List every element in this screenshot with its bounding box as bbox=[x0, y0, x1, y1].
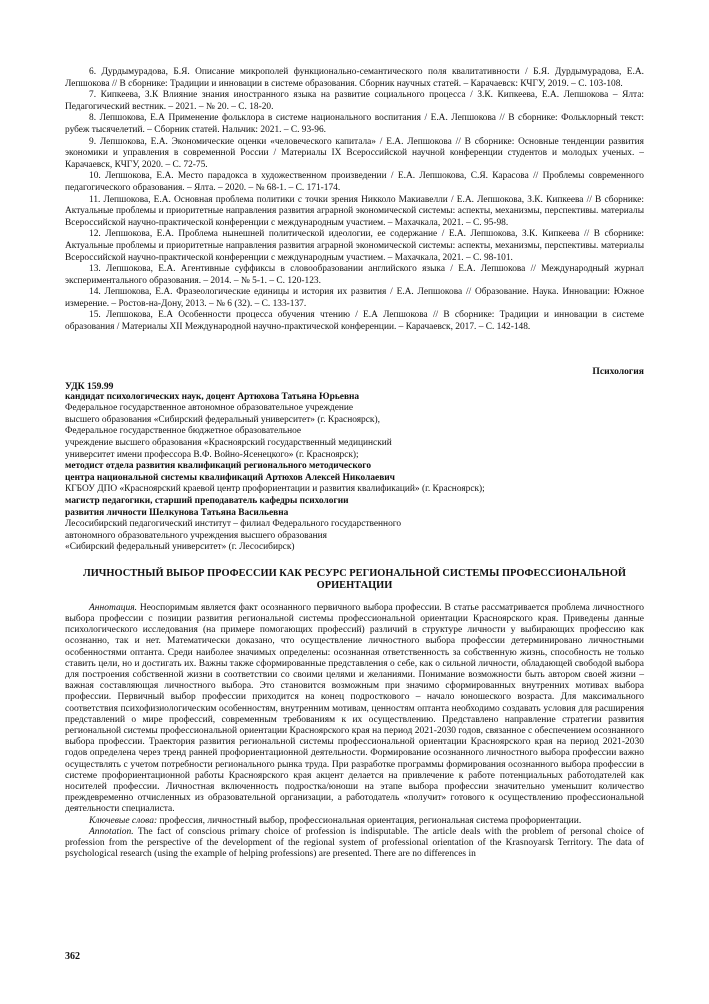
reference-item: 7. Кипкеева, З.К Влияние знания иностранного языка на развитие социального процесса / З.К. Кипкеева, Е.А. Лепшокова – Ялта: Педагогический вестник. – 2021. – № 20. – С. 18-20. bbox=[65, 90, 644, 112]
reference-item: 11. Лепшокова, Е.А. Основная проблема политики с точки зрения Никколо Макиавелли / Е.А. Лепшокова, З.К. Кипкеева // В сборнике: Актуальные проблемы и приоритетные направления развития аграрной экономической системы: аспекты, механизмы, перспективы. материалы Всероссийской научно-практической конференции с международным участием. – Махачкала, 2021. – С. 95-98. bbox=[65, 194, 644, 228]
annotation-en bbox=[65, 827, 644, 861]
reference-list bbox=[65, 67, 644, 334]
author-affiliations bbox=[65, 392, 644, 554]
page-number: 362 bbox=[65, 951, 80, 962]
annotation-label: Аннотация. bbox=[89, 602, 137, 613]
affiliation-line: Лесосибирский педагогический институт – филиал Федерального государственного bbox=[65, 519, 402, 530]
affiliation-line: Федеральное государственное автономное образовательное учреждение bbox=[65, 403, 354, 414]
author-line: магистр педагогики, старший преподаватель кафедры психологии bbox=[65, 496, 349, 506]
affiliation-line: автономного образовательного учреждения высшего образования bbox=[65, 530, 327, 541]
abstract-block bbox=[65, 603, 644, 861]
section-heading: Психология bbox=[592, 365, 644, 377]
annotation-ru bbox=[65, 603, 644, 816]
keywords-text: профессия, личностный выбор, профессиональная ориентация, региональная система профориентации. bbox=[157, 815, 582, 826]
reference-item: 12. Лепшокова, Е.А. Проблема нынешней политической идеологии, ее содержание / Е.А. Лепшокова, З.К. Кипкеева // В сборнике: Актуальные проблемы и приоритетные направления развития аграрной экономической системы: аспекты, механизмы, перспективы. материалы Всероссийской научно-практической конференции с международным участием. – Махачкала, 2021. – С. 98-101. bbox=[65, 229, 644, 263]
author-line: центра национальной системы квалификаций Артюхов Алексей Николаевич bbox=[65, 472, 395, 483]
author-line: методист отдела развития квалификаций регионального методического bbox=[65, 461, 372, 472]
annotation-en-label: Annotation. bbox=[89, 826, 134, 837]
affiliation-line: Федеральное государственное бюджетное образовательное bbox=[65, 426, 302, 437]
affiliation-line: КГБОУ ДПО «Красноярский краевой центр профориентации и развития квалификаций» (г. Красноярск); bbox=[65, 484, 485, 495]
annotation-text: Неоспоримым является факт осознанного первичного выбора профессии. В статье рассматривается проблема личностного выбора профессии с позиции развития региональной системы профессиональной ориентации Красноярского края. Приведены данные психологического исследования (на примере помогающих профессий) различий в структуре личности у выбирающих профессию как осознанно, так и нет. Математически доказано, что осуществление личностного выбора профессии детерминировано личностными особенностями оптанта. Среди наиболее значимых определены: осознанная ответственность за собственную жизнь, способность не только ставить цели, но и достигать их. Важны также сформированные представления о себе, как о сильной личности, обладающей свободой выбора для построения собственной жизни в соответствии со своими целями и желаниями. Понимание возможности быть автором своей жизни – важная составляющая личностного выбора. Это становится возможным при значимо сформированных внутренних мотивах выбора профессии. Первичный выбор профессии приходится на конец подросткового – начало юношеского возраста. Для максимального соответствия психофизиологическим особенностям, внутренним мотивам, ценностям оптанта необходимо создавать условия для расширения представлений о мире профессий, современным требованиям к их осуществлению. Представлено направление стратегии развития региональной системы профессиональной ориентации Красноярского края на период 2021-2030 годов, связанное с обеспечением осознанного выбора профессии. Траектория развития региональной системы профессиональной ориентации Красноярского края на период 2021-2030 годов определена через тренд ранней профориентационной деятельности. Формирование осознанного личностного выбора профессии важно осуществлять с учетом потребности регионального рынка труда. При разработке программы формирования осознанного выбора профессии в системе профориентационной работы Красноярского края акцент делается на привлечение к работе потенциальных работодателей как носителей профессии. Личностная включенность подростка/юноши на этапе выбора профессии значительно уменьшит количество преждевременно отчисленных из образовательной организации, а работодатель «получит» готового к осуществлению профессиональной деятельности специалиста. bbox=[65, 602, 644, 815]
article-title: ЛИЧНОСТНЫЙ ВЫБОР ПРОФЕССИИ КАК РЕСУРС РЕГИОНАЛЬНОЙ СИСТЕМЫ ПРОФЕССИОНАЛЬНОЙ ОРИЕНТАЦИИ bbox=[82, 567, 627, 592]
affiliation-line: высшего образования «Сибирский федеральный университет» (г. Красноярск), bbox=[65, 414, 380, 425]
reference-item: 10. Лепшокова, Е.А. Место парадокса в художественном произведении / Е.А. Лепшокова, С.Я. Карасова // Проблемы современного педагогического образования. – Ялта. – 2020. – № 68-1. – С. 171-174. bbox=[65, 171, 644, 193]
affiliation-line: учреждение высшего образования «Красноярский государственный медицинский bbox=[65, 438, 392, 449]
reference-item: 8. Лепшокова, Е.А Применение фольклора в системе национального воспитания / Е.А. Лепшокова // В сборнике: Фольклорный текст: рубеж тысячелетий. – Сборник статей. Нальчик: 2021. – С. 93-96. bbox=[65, 113, 644, 135]
author-line: кандидат психологических наук, доцент Артюхова Татьяна Юрьевна bbox=[65, 391, 360, 402]
reference-item: 15. Лепшокова, Е.А Особенности процесса обучения чтению / Е.А Лепшокова // В сборнике: Традиции и инновации в системе образования / Материалы XII Международной научно-практической конференции. – Карачаевск, 2017. – С. 142-148. bbox=[65, 310, 644, 333]
affiliation-line: «Сибирский федеральный университет» (г. Лесосибирск) bbox=[65, 542, 295, 553]
keywords-ru bbox=[65, 816, 644, 827]
author-line: развития личности Шелкунова Татьяна Васильевна bbox=[65, 507, 289, 518]
annotation-en-text: The fact of conscious primary choice of profession is indisputable. The article deals with the problem of personal choice of profession from the perspective of the development of the regional system of professional orientation of the Krasnoyarsk Territory. The data of psychological research (using the example of helping professions) are presented. There are no differences in bbox=[65, 826, 644, 860]
reference-item: 9. Лепшокова, Е.А. Экономические оценки «человеческого капитала» / Е.А. Лепшокова // В сборнике: Основные тенденции развития экономики и управления в современной России / Материалы IX Всероссийской научной конференции студентов и молодых ученых. – Карачаевск, КЧГУ, 2020. – С. 72-75. bbox=[65, 136, 644, 170]
reference-item: 14. Лепшокова, Е.А. Фразеологические единицы и история их развития / Е.А. Лепшокова // Образование. Наука. Инновации: Южное измерение. – Ростов-на-Дону, 2013. – № 6 (32). – С. 133-137. bbox=[65, 287, 644, 309]
affiliation-line: университет имени профессора В.Ф. Войно-Ясенецкого» (г. Красноярск); bbox=[65, 449, 359, 460]
reference-item: 13. Лепшокова, Е.А. Агентивные суффиксы в словообразовании английского языка / Е.А. Лепшокова // Международный журнал экспериментального образования. – 2014. – № 5-1. – С. 120-123. bbox=[65, 264, 644, 286]
udc-code: УДК 159.99 bbox=[65, 380, 114, 392]
reference-item: 6. Дурдымурадова, Б.Я. Описание микрополей функционально-семантического поля квалитативности / Б.Я. Дурдымурадова, Е.А. Лепшокова // В сборнике: Традиции и инновации в системе образования. Сборник научных статей. – Карачаевск: КЧГУ, 2019. – С. 103-108. bbox=[65, 67, 644, 89]
keywords-label: Ключевые слова: bbox=[89, 815, 158, 826]
